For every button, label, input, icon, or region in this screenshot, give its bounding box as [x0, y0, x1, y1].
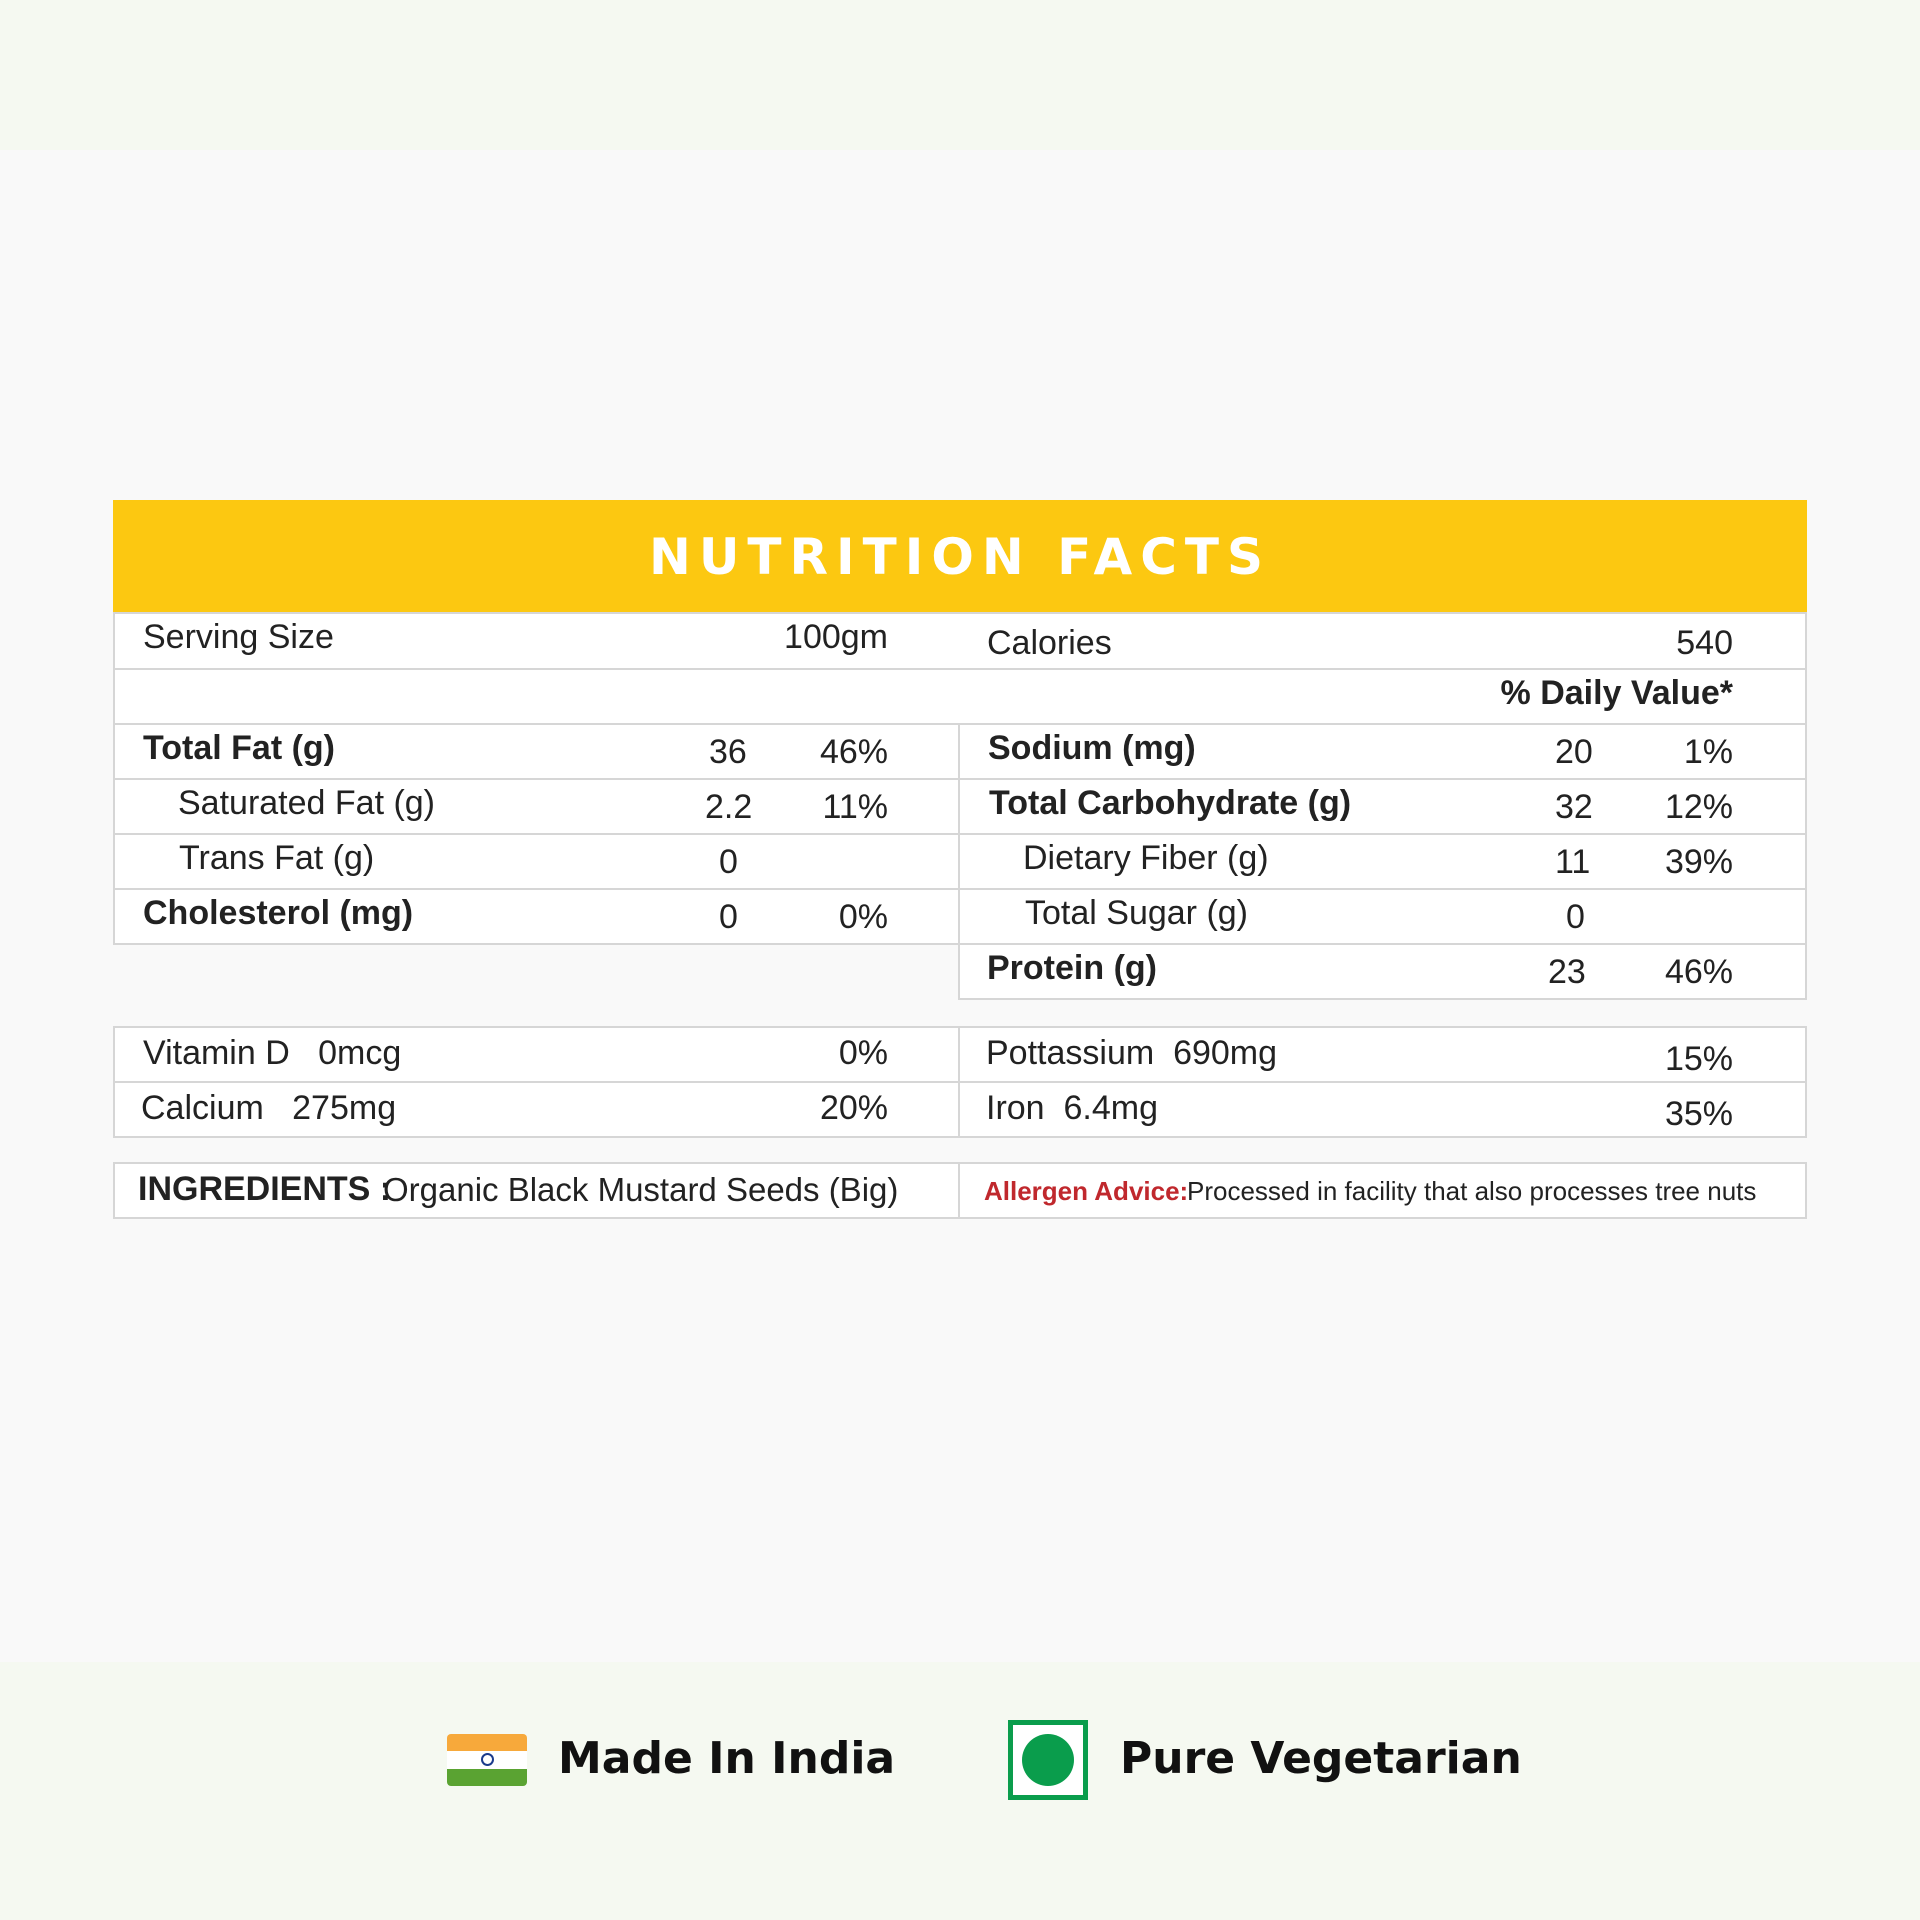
nutrient-amount: 11	[1555, 843, 1591, 881]
nutrient-dv: 0%	[838, 898, 888, 936]
veg-symbol-icon	[1008, 1720, 1088, 1800]
allergen-value: Processed in facility that also processes tree nuts	[1187, 1176, 1757, 1206]
mineral-dv: 35%	[1664, 1095, 1733, 1133]
bottom-band	[0, 1662, 1920, 1920]
nutrient-amount: 0	[719, 898, 738, 936]
nutrient-amount: 20	[1555, 733, 1593, 771]
nutrient-label: Cholesterol (mg)	[143, 894, 414, 932]
calories-value: 540	[1676, 624, 1733, 662]
nutrient-label: Total Sugar (g)	[1025, 894, 1248, 932]
nutrient-amount: 32	[1555, 788, 1593, 826]
allergen-label: Allergen Advice:	[984, 1176, 1189, 1206]
nutrient-amount: 0	[1566, 898, 1585, 936]
serving-size-value: 100gm	[784, 618, 888, 656]
ingredients-value: Organic Black Mustard Seeds (Big)	[383, 1171, 899, 1208]
nutrient-label: Total Carbohydrate (g)	[989, 784, 1352, 822]
nutrient-amount: 36	[709, 733, 747, 771]
serving-row	[113, 612, 1807, 670]
calories-label: Calories	[987, 624, 1112, 662]
nutrient-dv: 11%	[822, 788, 888, 826]
nutrient-label: Trans Fat (g)	[179, 839, 375, 877]
nutrient-dv: 39%	[1664, 843, 1733, 881]
nutrient-label: Saturated Fat (g)	[178, 784, 436, 822]
nutrition-facts-title: NUTRITION FACTS	[648, 528, 1272, 586]
mineral-dv: 15%	[1664, 1040, 1733, 1078]
nutrient-dv: 46%	[819, 733, 888, 771]
pure-vegetarian-label: Pure Vegetarian	[1120, 1733, 1522, 1784]
nutrient-amount: 2.2	[705, 788, 753, 826]
ingredients-label: INGREDIENTS :	[138, 1170, 392, 1208]
nutrient-dv: 12%	[1664, 788, 1733, 826]
mineral-dv: 0%	[838, 1034, 888, 1072]
nutrient-label: Protein (g)	[987, 949, 1157, 987]
nutrition-facts-header	[113, 500, 1807, 614]
nutrient-dv: 1%	[1683, 733, 1733, 771]
made-in-india-label: Made In India	[558, 1733, 896, 1784]
serving-size-label: Serving Size	[143, 618, 334, 656]
daily-value-header: % Daily Value*	[1500, 674, 1733, 712]
nutrient-label: Dietary Fiber (g)	[1023, 839, 1269, 877]
mineral-label: Calcium 275mg	[141, 1089, 397, 1127]
top-band	[0, 0, 1920, 150]
mineral-dv: 20%	[819, 1089, 888, 1127]
nutrient-label: Sodium (mg)	[988, 729, 1196, 767]
nutrient-amount: 23	[1548, 953, 1586, 991]
mineral-label: Pottassium 690mg	[986, 1034, 1278, 1072]
nutrient-dv: 46%	[1664, 953, 1733, 991]
india-flag-icon	[447, 1734, 527, 1786]
mineral-label: Iron 6.4mg	[986, 1089, 1158, 1127]
nutrient-amount: 0	[719, 843, 738, 881]
mineral-label: Vitamin D 0mcg	[143, 1034, 402, 1072]
nutrient-label: Total Fat (g)	[143, 729, 335, 767]
